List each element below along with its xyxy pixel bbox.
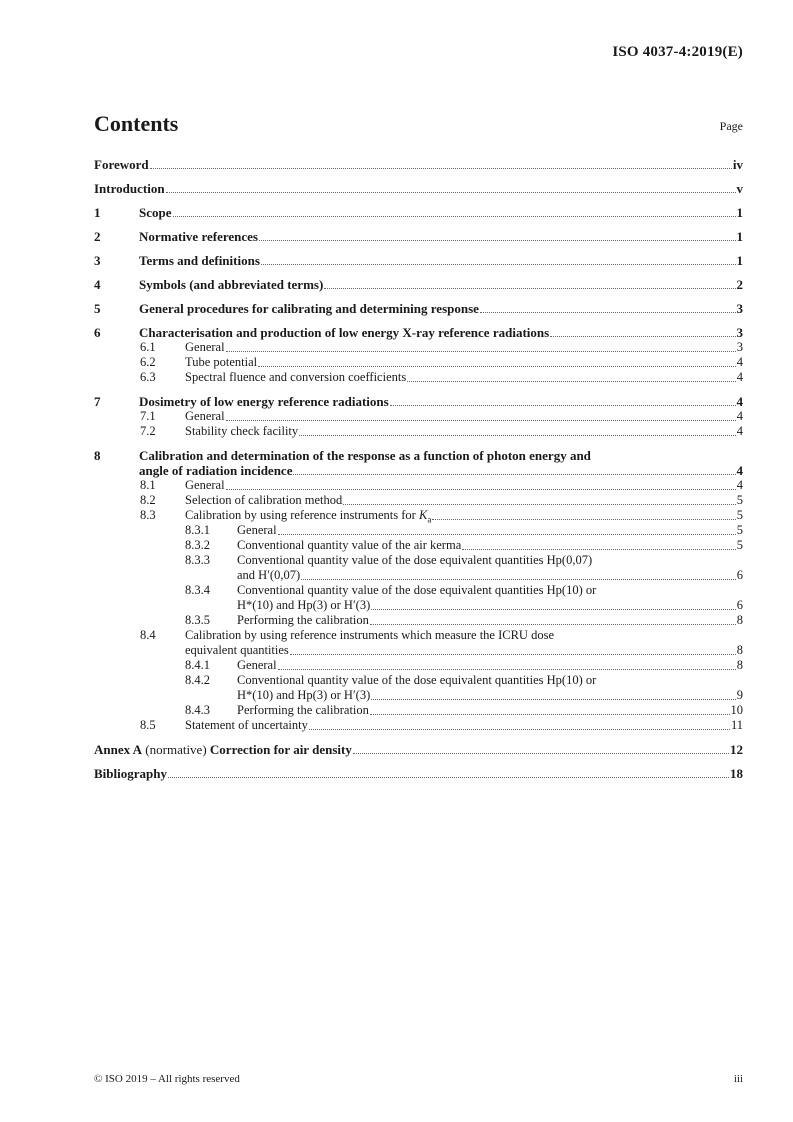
leader-dots xyxy=(290,653,736,655)
toc-entry-5[interactable]: 5 General procedures for calibrating and determining response 3 xyxy=(94,301,743,316)
leader-dots xyxy=(407,380,736,382)
toc-entry-7-1[interactable]: 7.1 General 4 xyxy=(140,409,743,423)
leader-dots xyxy=(370,623,736,625)
toc-entry-introduction[interactable]: Introduction v xyxy=(94,181,743,196)
toc-entry-6-3[interactable]: 6.3 Spectral fluence and conversion coefficients 4 xyxy=(140,370,743,384)
leader-dots xyxy=(261,263,736,265)
toc-entry-7-2[interactable]: 7.2 Stability check facility 4 xyxy=(140,424,743,438)
leader-dots xyxy=(371,608,735,610)
toc-entry-8-4[interactable]: 8.4 Calibration by using reference instruments which measure the ICRU dose equivalent quantities 8 xyxy=(140,628,743,657)
leader-dots xyxy=(370,713,730,715)
leader-dots xyxy=(324,287,735,289)
toc-entry-annex-a[interactable]: Annex A (normative) Correction for air density 12 xyxy=(94,742,743,757)
document-id: ISO 4037-4:2019(E) xyxy=(612,44,743,60)
leader-dots xyxy=(226,350,736,352)
leader-dots xyxy=(371,698,735,700)
page-column-label: Page xyxy=(719,119,743,133)
leader-dots xyxy=(278,668,736,670)
toc-entry-8-4-1[interactable]: 8.4.1 General 8 xyxy=(185,658,743,672)
leader-dots xyxy=(278,533,736,535)
toc-entry-2[interactable]: 2 Normative references 1 xyxy=(94,229,743,244)
leader-dots xyxy=(462,548,736,550)
toc-entry-8-3-4[interactable]: 8.3.4 Conventional quantity value of the dose equivalent quantities Hp(10) or H*(10) and Hp(3) or H′(3) 6 xyxy=(185,583,743,612)
leader-dots xyxy=(550,335,735,337)
toc-entry-6-2[interactable]: 6.2 Tube potential 4 xyxy=(140,355,743,369)
leader-dots xyxy=(301,578,736,580)
toc-entry-1[interactable]: 1 Scope 1 xyxy=(94,205,743,220)
leader-dots xyxy=(353,752,729,754)
leader-dots xyxy=(226,419,736,421)
leader-dots xyxy=(166,191,736,193)
toc-entry-8-3-2[interactable]: 8.3.2 Conventional quantity value of the air kerma 5 xyxy=(185,538,743,552)
leader-dots xyxy=(150,167,732,169)
toc-entry-8-4-2[interactable]: 8.4.2 Conventional quantity value of the dose equivalent quantities Hp(10) or H*(10) and Hp(3) or H′(3) 9 xyxy=(185,673,743,702)
leader-dots xyxy=(343,503,736,505)
toc-entry-bibliography[interactable]: Bibliography 18 xyxy=(94,766,743,781)
toc-entry-foreword[interactable]: Foreword iv xyxy=(94,157,743,172)
leader-dots xyxy=(258,365,736,367)
leader-dots xyxy=(226,488,736,490)
leader-dots xyxy=(480,311,736,313)
toc-entry-8-3-3[interactable]: 8.3.3 Conventional quantity value of the dose equivalent quantities Hp(0,07) and H′(0,07) 6 xyxy=(185,553,743,582)
toc-entry-8-5[interactable]: 8.5 Statement of uncertainty 11 xyxy=(140,718,743,732)
toc-entry-8-3-1[interactable]: 8.3.1 General 5 xyxy=(185,523,743,537)
page-number: iii xyxy=(733,1073,743,1085)
toc-entry-7[interactable]: 7 Dosimetry of low energy reference radiations 4 xyxy=(94,394,743,409)
leader-dots xyxy=(259,239,736,241)
page-title: Contents xyxy=(94,111,179,136)
leader-dots xyxy=(299,434,736,436)
leader-dots xyxy=(432,518,735,520)
leader-dots xyxy=(173,215,736,217)
leader-dots xyxy=(309,728,730,730)
toc-entry-4[interactable]: 4 Symbols (and abbreviated terms) 2 xyxy=(94,277,743,292)
table-of-contents xyxy=(94,154,743,781)
toc-entry-8-3[interactable]: 8.3 Calibration by using reference instruments for $K_a$ 5 xyxy=(140,508,743,525)
toc-entry-8[interactable]: 8 Calibration and determination of the response as a function of photon energy and angle of radiation incidence 4 xyxy=(94,448,743,478)
leader-dots xyxy=(390,404,736,406)
contents-heading xyxy=(94,111,743,141)
toc-entry-6[interactable]: 6 Characterisation and production of low energy X-ray reference radiations 3 xyxy=(94,325,743,340)
toc-entry-3[interactable]: 3 Terms and definitions 1 xyxy=(94,253,743,268)
copyright-notice: © ISO 2019 – All rights reserved xyxy=(94,1073,240,1085)
leader-dots xyxy=(168,776,729,778)
toc-entry-8-3-5[interactable]: 8.3.5 Performing the calibration 8 xyxy=(185,613,743,627)
toc-entry-8-2[interactable]: 8.2 Selection of calibration method 5 xyxy=(140,493,743,507)
toc-entry-8-4-3[interactable]: 8.4.3 Performing the calibration 10 xyxy=(185,703,743,717)
leader-dots xyxy=(293,473,735,475)
toc-entry-8-1[interactable]: 8.1 General 4 xyxy=(140,478,743,492)
toc-entry-6-1[interactable]: 6.1 General 3 xyxy=(140,340,743,354)
